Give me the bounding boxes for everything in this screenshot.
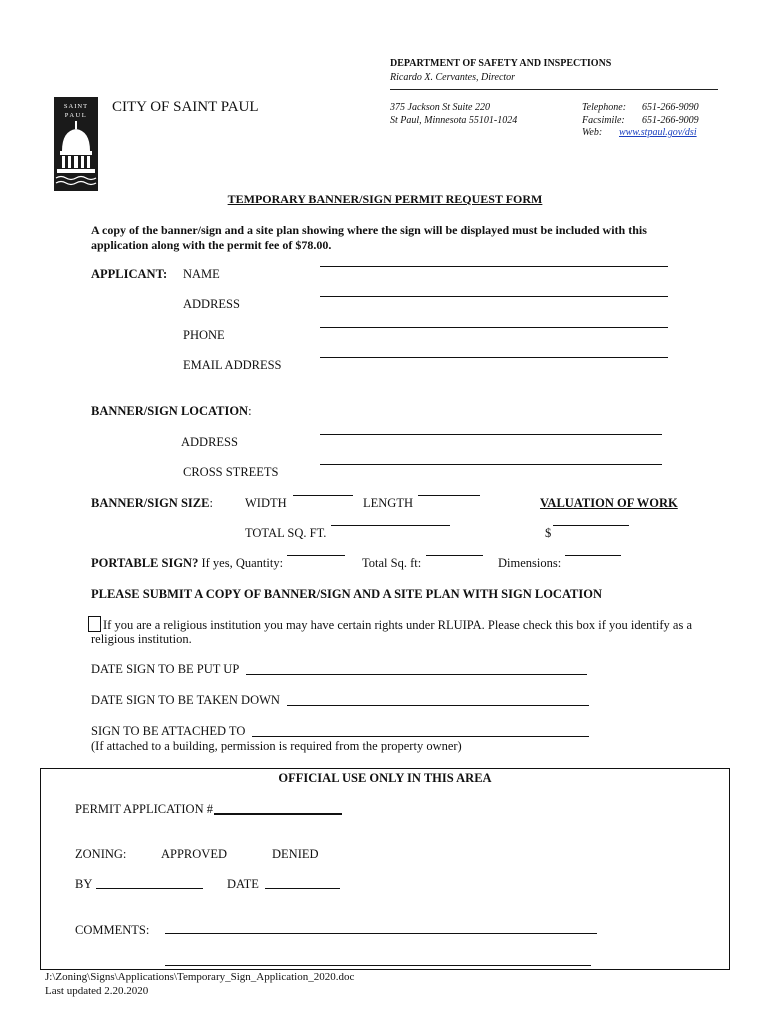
address-line-1: 375 Jackson St Suite 220 — [390, 102, 490, 113]
location-address-field[interactable] — [320, 434, 662, 435]
portable-sqft-field[interactable] — [426, 555, 483, 556]
date-put-up-label: DATE SIGN TO BE PUT UP — [91, 662, 240, 676]
date-label: DATE — [227, 877, 259, 891]
submit-note: PLEASE SUBMIT A COPY OF BANNER/SIGN AND A SITE PLAN WITH SIGN LOCATION — [91, 587, 602, 601]
last-updated: Last updated 2.20.2020 — [45, 985, 149, 997]
rluipa-text: If you are a religious institution you may have certain rights under RLUIPA. Please check this box if you identify as a — [103, 618, 692, 632]
total-sqft-label: TOTAL SQ. FT. — [245, 526, 327, 540]
date-taken-down-field[interactable] — [287, 705, 589, 706]
phone-label: PHONE — [183, 328, 225, 342]
attached-to-field[interactable] — [252, 736, 589, 737]
official-use-box — [40, 768, 730, 970]
date-field[interactable] — [265, 888, 340, 889]
email-field[interactable] — [320, 357, 668, 358]
applicant-label: APPLICANT: — [91, 267, 168, 281]
portable-sign-label: PORTABLE SIGN? If yes, Quantity: — [91, 556, 284, 570]
capitol-dome-icon — [54, 97, 98, 191]
permit-application-label: PERMIT APPLICATION # — [75, 802, 213, 816]
comments-field-line-2[interactable] — [165, 965, 591, 966]
form-intro: A copy of the banner/sign and a site plan showing where the sign will be displayed must be included with this application along with the permit fee of $78.00. — [91, 223, 647, 252]
zoning-label: ZONING: — [75, 847, 127, 861]
telephone-label: Telephone: — [582, 102, 627, 113]
header-rule — [390, 89, 718, 90]
name-label: NAME — [183, 267, 220, 281]
address-label: ADDRESS — [183, 297, 240, 311]
width-field[interactable] — [293, 495, 353, 496]
permit-application-field[interactable] — [214, 813, 342, 815]
attached-note: (If attached to a building, permission is required from the property owner) — [91, 739, 462, 753]
logo-text-top: SAINT — [63, 103, 89, 110]
facsimile-label: Facsimile: — [582, 115, 625, 126]
address-line-2: St Paul, Minnesota 55101-1024 — [390, 115, 518, 126]
by-label: BY — [75, 877, 93, 891]
cross-streets-label: CROSS STREETS — [183, 465, 279, 479]
rluipa-text-cont: religious institution. — [91, 632, 192, 646]
length-label: LENGTH — [363, 496, 413, 510]
religious-institution-checkbox[interactable] — [88, 616, 101, 632]
address-field[interactable] — [320, 296, 668, 297]
city-name: CITY OF SAINT PAUL — [112, 99, 259, 115]
location-heading: BANNER/SIGN LOCATION: — [91, 404, 252, 418]
valuation-label: VALUATION OF WORK — [540, 496, 678, 510]
attached-to-label: SIGN TO BE ATTACHED TO — [91, 724, 246, 738]
form-title: TEMPORARY BANNER/SIGN PERMIT REQUEST FORM — [227, 192, 543, 206]
telephone-value: 651-266-9090 — [642, 102, 699, 113]
dimensions-label: Dimensions: — [498, 556, 562, 570]
facsimile-value: 651-266-9009 — [642, 115, 699, 126]
dimensions-field[interactable] — [565, 555, 621, 556]
department-title: DEPARTMENT OF SAFETY AND INSPECTIONS — [390, 58, 612, 69]
total-sqft-field[interactable] — [331, 525, 450, 526]
valuation-field[interactable] — [553, 525, 629, 526]
web-label: Web: — [582, 127, 603, 138]
web-link[interactable]: www.stpaul.gov/dsi — [619, 127, 697, 138]
official-use-title: OFFICIAL USE ONLY IN THIS AREA — [278, 771, 492, 785]
logo-text-bottom: PAUL — [64, 112, 88, 119]
portable-quantity-field[interactable] — [287, 555, 345, 556]
denied-option[interactable]: DENIED — [272, 847, 319, 861]
approved-option[interactable]: APPROVED — [161, 847, 227, 861]
date-put-up-field[interactable] — [246, 674, 587, 675]
phone-field[interactable] — [320, 327, 668, 328]
by-field[interactable] — [96, 888, 203, 889]
valuation-dollar: $ — [545, 526, 552, 540]
cross-streets-field[interactable] — [320, 464, 662, 465]
name-field[interactable] — [320, 266, 668, 267]
location-address-label: ADDRESS — [181, 435, 238, 449]
size-heading: BANNER/SIGN SIZE: — [91, 496, 213, 510]
email-label: EMAIL ADDRESS — [183, 358, 282, 372]
length-field[interactable] — [418, 495, 480, 496]
file-path: J:\Zoning\Signs\Applications\Temporary_Sign_Application_2020.doc — [45, 971, 355, 983]
department-director: Ricardo X. Cervantes, Director — [390, 72, 516, 83]
date-taken-down-label: DATE SIGN TO BE TAKEN DOWN — [91, 693, 280, 707]
portable-sqft-label: Total Sq. ft: — [362, 556, 422, 570]
comments-field-line-1[interactable] — [165, 933, 597, 934]
comments-label: COMMENTS: — [75, 923, 150, 937]
city-logo — [54, 97, 98, 191]
width-label: WIDTH — [245, 496, 287, 510]
